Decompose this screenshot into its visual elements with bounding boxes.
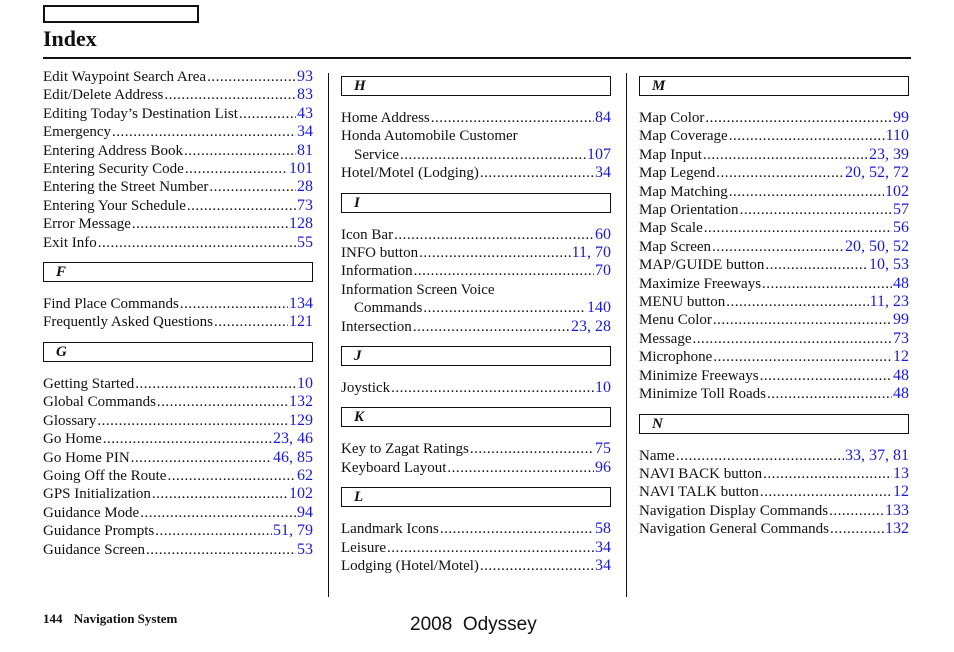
dot-leader xyxy=(480,164,594,182)
page-link[interactable]: 75 xyxy=(595,440,611,458)
entry-term: Emergency xyxy=(43,124,112,141)
index-entry xyxy=(43,160,313,178)
page-link[interactable]: 134 xyxy=(289,295,313,313)
entry-term: Entering the Street Number xyxy=(43,179,209,196)
entry-term: Exit Info xyxy=(43,234,97,251)
index-entry xyxy=(341,379,611,397)
index-entry xyxy=(341,127,611,145)
index-entry xyxy=(341,146,611,164)
index-entry xyxy=(43,375,313,393)
entry-term: Find Place Commands xyxy=(43,296,179,313)
index-entry xyxy=(639,311,909,329)
page-link[interactable]: 34 xyxy=(297,123,313,141)
dot-leader xyxy=(184,142,296,160)
index-section xyxy=(341,407,611,477)
index-entry xyxy=(639,256,909,274)
dot-leader xyxy=(209,178,296,196)
index-entry xyxy=(639,201,909,219)
entry-term: Minimize Freeways xyxy=(639,367,759,384)
dot-leader xyxy=(716,164,844,182)
page-link[interactable]: 10 xyxy=(595,379,611,397)
index-entry xyxy=(639,127,909,145)
page-link[interactable]: 73 xyxy=(297,196,313,214)
dot-leader xyxy=(760,367,892,385)
entry-term: Minimize Toll Roads xyxy=(639,386,767,403)
entry-term: Editing Today’s Destination List xyxy=(43,105,238,122)
section-letter-header: K xyxy=(341,407,611,427)
index-entry xyxy=(639,502,909,520)
page-link[interactable]: 43 xyxy=(297,104,313,122)
dot-leader xyxy=(480,557,594,575)
entry-term: Landmark Icons xyxy=(341,521,439,538)
entry-term: MENU button xyxy=(639,294,726,311)
index-entry xyxy=(341,318,611,336)
index-entry xyxy=(43,504,313,522)
entry-term: Joystick xyxy=(341,380,391,397)
index-entry xyxy=(639,520,909,538)
entry-term: Guidance Mode xyxy=(43,504,140,521)
page-link[interactable]: 10 xyxy=(297,374,313,392)
page-link[interactable]: 99 xyxy=(893,109,909,126)
section-letter-header: H xyxy=(341,76,611,96)
dot-leader xyxy=(146,541,296,559)
page-link[interactable]: 121 xyxy=(289,313,313,331)
page-link[interactable]: 81 xyxy=(297,141,313,159)
entry-term: Information Screen Voice xyxy=(341,281,495,298)
entry-term: Map Orientation xyxy=(639,202,739,219)
entry-term: GPS Initialization xyxy=(43,486,151,503)
index-entry xyxy=(43,215,313,233)
page-link[interactable]: 93 xyxy=(297,68,313,85)
dot-leader xyxy=(400,146,586,164)
index-entry xyxy=(43,393,313,411)
section-letter-header: F xyxy=(43,262,313,282)
entry-term: Entering Address Book xyxy=(43,142,183,159)
index-section xyxy=(341,487,611,575)
footer-section-name: Navigation System xyxy=(73,611,178,626)
index-entry xyxy=(639,483,909,501)
entry-term: NAVI BACK button xyxy=(639,465,763,482)
section-letter-header: N xyxy=(639,414,909,434)
page-link[interactable]: 12 xyxy=(893,483,909,501)
dot-leader xyxy=(713,348,892,366)
index-entry xyxy=(341,557,611,575)
page-link[interactable]: 56 xyxy=(893,219,909,237)
index-entry xyxy=(43,178,313,196)
index-entry xyxy=(639,385,909,403)
index-entry xyxy=(43,541,313,559)
section-letter-header: I xyxy=(341,193,611,213)
dot-leader xyxy=(704,219,892,237)
page-link[interactable]: 53 xyxy=(297,540,313,558)
index-entry xyxy=(43,467,313,485)
page-link[interactable]: 11, 23 xyxy=(869,293,909,311)
section-letter-header: J xyxy=(341,346,611,366)
page-link[interactable]: 23, 46 xyxy=(273,430,313,448)
page-link[interactable]: 83 xyxy=(297,86,313,104)
index-section xyxy=(639,414,909,539)
page-link[interactable]: 48 xyxy=(893,385,909,403)
dot-leader xyxy=(239,105,296,123)
entry-term: Going Off the Route xyxy=(43,467,167,484)
entry-term: Edit Waypoint Search Area xyxy=(43,69,207,85)
page-link[interactable]: 128 xyxy=(289,215,313,233)
entry-term: Menu Color xyxy=(639,312,712,329)
dot-leader xyxy=(740,201,892,219)
page-link[interactable]: 51, 79 xyxy=(273,522,313,540)
dot-leader xyxy=(413,318,570,336)
section-letter-header: G xyxy=(43,342,313,362)
dot-leader xyxy=(470,440,594,458)
page-link[interactable]: 46, 85 xyxy=(273,448,313,466)
entry-term: Home Address xyxy=(341,110,430,126)
dot-leader xyxy=(112,123,296,141)
dot-leader xyxy=(391,379,594,397)
index-entry xyxy=(639,447,909,465)
dot-leader xyxy=(387,539,594,557)
entry-term: Map Legend xyxy=(639,165,716,182)
dot-leader xyxy=(132,215,288,233)
entry-term: Hotel/Motel (Lodging) xyxy=(341,165,479,182)
entry-term: Getting Started xyxy=(43,375,135,392)
entry-term: Key to Zagat Ratings xyxy=(341,441,469,458)
page-link[interactable]: 11, 70 xyxy=(571,244,611,262)
entry-term: MAP/GUIDE button xyxy=(639,257,765,274)
entry-term: Navigation General Commands xyxy=(639,521,829,538)
dot-leader xyxy=(180,295,288,313)
dot-leader xyxy=(152,485,288,503)
dot-leader xyxy=(763,465,892,483)
entry-term: Go Home PIN xyxy=(43,449,130,466)
index-entry xyxy=(341,440,611,458)
entry-term: Information xyxy=(341,263,413,280)
page-link[interactable]: 110 xyxy=(885,127,909,145)
page-link[interactable]: 94 xyxy=(297,503,313,521)
page-link[interactable]: 60 xyxy=(595,225,611,243)
page-link[interactable]: 102 xyxy=(885,182,909,200)
entry-term: NAVI TALK button xyxy=(639,484,759,501)
page-link[interactable]: 23, 28 xyxy=(571,317,611,335)
dot-leader xyxy=(135,375,296,393)
index-entry xyxy=(341,244,611,262)
index-entry xyxy=(43,295,313,313)
entry-term: Edit/Delete Address xyxy=(43,87,164,104)
dot-leader xyxy=(394,226,594,244)
dot-leader xyxy=(713,311,892,329)
entry-term: Maximize Freeways xyxy=(639,275,762,292)
index-column-2 xyxy=(341,66,611,576)
index-entry xyxy=(43,197,313,215)
entry-term: Lodging (Hotel/Motel) xyxy=(341,558,479,575)
index-entry xyxy=(639,348,909,366)
dot-leader xyxy=(419,244,571,262)
page-link[interactable]: 84 xyxy=(595,109,611,126)
dot-leader xyxy=(155,522,272,540)
page-link[interactable]: 48 xyxy=(893,274,909,292)
page-link[interactable]: 57 xyxy=(893,201,909,219)
index-entry xyxy=(43,68,313,86)
dot-leader xyxy=(185,160,288,178)
page-link[interactable]: 107 xyxy=(587,145,611,163)
index-entry xyxy=(639,293,909,311)
index-entry xyxy=(639,164,909,182)
index-entry xyxy=(639,330,909,348)
dot-leader xyxy=(712,238,844,256)
dot-leader xyxy=(207,68,296,86)
page-link[interactable]: 20, 52, 72 xyxy=(845,164,909,182)
page-link[interactable]: 23, 39 xyxy=(869,145,909,163)
index-entry xyxy=(43,522,313,540)
dot-leader xyxy=(765,256,868,274)
page-link[interactable]: 102 xyxy=(289,485,313,503)
dot-leader xyxy=(705,109,892,127)
entry-term: Map Coverage xyxy=(639,128,728,145)
dot-leader xyxy=(726,293,868,311)
entry-term: Go Home xyxy=(43,431,102,448)
index-entry xyxy=(639,275,909,293)
entry-term: Map Matching xyxy=(639,183,728,200)
index-column-1 xyxy=(43,66,313,559)
page-link[interactable]: 34 xyxy=(595,538,611,556)
dot-leader xyxy=(729,183,884,201)
entry-term: Guidance Screen xyxy=(43,541,146,558)
page-link[interactable]: 133 xyxy=(885,501,909,519)
page-number: 144 xyxy=(43,611,63,626)
footer-page-info xyxy=(43,611,177,627)
section-letter-header: L xyxy=(341,487,611,507)
page-link[interactable]: 62 xyxy=(297,466,313,484)
page-link[interactable]: 13 xyxy=(893,464,909,482)
page-link[interactable]: 132 xyxy=(885,520,909,538)
entry-term: Intersection xyxy=(341,318,412,335)
dot-leader xyxy=(131,449,272,467)
index-entry xyxy=(43,449,313,467)
column-divider xyxy=(626,73,627,597)
entry-term: Icon Bar xyxy=(341,226,394,243)
entry-term: Map Scale xyxy=(639,220,703,237)
index-entry xyxy=(341,262,611,280)
entry-term: Honda Automobile Customer xyxy=(341,128,518,145)
entry-term: Name xyxy=(639,447,675,464)
index-section xyxy=(639,76,909,404)
page-link[interactable]: 140 xyxy=(587,299,611,317)
index-entry xyxy=(639,146,909,164)
entry-term: Guidance Prompts xyxy=(43,523,155,540)
page-link[interactable]: 58 xyxy=(595,520,611,538)
entry-term: Leisure xyxy=(341,539,386,556)
header-tab-box xyxy=(43,5,199,23)
page-link[interactable]: 55 xyxy=(297,233,313,251)
index-entry xyxy=(341,281,611,299)
index-entry xyxy=(639,367,909,385)
dot-leader xyxy=(157,393,288,411)
entry-term: Microphone xyxy=(639,349,713,366)
page-link[interactable]: 33, 37, 81 xyxy=(845,446,909,464)
entry-term: Error Message xyxy=(43,216,131,233)
index-section xyxy=(341,193,611,336)
index-entry xyxy=(43,142,313,160)
index-entry xyxy=(43,430,313,448)
entry-term: Glossary xyxy=(43,412,97,429)
entry-term: Frequently Asked Questions xyxy=(43,314,213,331)
column-divider xyxy=(328,73,329,597)
dot-leader xyxy=(164,86,296,104)
index-entry xyxy=(639,465,909,483)
dot-leader xyxy=(693,330,893,348)
index-entry xyxy=(341,299,611,317)
entry-term: INFO button xyxy=(341,245,419,262)
page-link[interactable]: 96 xyxy=(595,458,611,476)
index-entry xyxy=(341,226,611,244)
index-entry xyxy=(43,313,313,331)
index-section xyxy=(43,342,313,559)
index-entry xyxy=(43,86,313,104)
index-entry xyxy=(43,485,313,503)
dot-leader xyxy=(760,483,892,501)
dot-leader xyxy=(214,313,288,331)
index-entry xyxy=(639,238,909,256)
dot-leader xyxy=(140,504,296,522)
dot-leader xyxy=(440,520,594,538)
index-entry xyxy=(341,459,611,477)
dot-leader xyxy=(676,447,844,465)
dot-leader xyxy=(703,146,868,164)
entry-term: Entering Security Code xyxy=(43,161,184,178)
index-entry xyxy=(639,109,909,127)
dot-leader xyxy=(762,275,892,293)
dot-leader xyxy=(729,127,885,145)
index-entry xyxy=(639,183,909,201)
page-link[interactable]: 20, 50, 52 xyxy=(845,237,909,255)
index-entry xyxy=(43,412,313,430)
entry-term: Entering Your Schedule xyxy=(43,197,186,214)
page-title: Index xyxy=(43,26,97,51)
entry-term: Map Color xyxy=(639,110,705,126)
index-entry xyxy=(43,234,313,252)
dot-leader xyxy=(830,520,884,538)
dot-leader xyxy=(767,385,892,403)
entry-term: Message xyxy=(639,330,692,347)
dot-leader xyxy=(447,459,594,477)
page-link[interactable]: 99 xyxy=(893,311,909,329)
dot-leader xyxy=(103,430,272,448)
index-section xyxy=(341,76,611,183)
index-entry xyxy=(341,109,611,127)
page-link[interactable]: 70 xyxy=(595,262,611,280)
page-link[interactable]: 129 xyxy=(289,411,313,429)
entry-term: Global Commands xyxy=(43,394,156,411)
entry-term: Map Input xyxy=(639,146,702,163)
page-link[interactable]: 12 xyxy=(893,348,909,366)
entry-term: Map Screen xyxy=(639,238,712,255)
page-link[interactable]: 73 xyxy=(893,329,909,347)
index-section xyxy=(43,66,313,252)
dot-leader xyxy=(187,197,296,215)
page-link[interactable]: 34 xyxy=(595,164,611,182)
index-entry xyxy=(341,539,611,557)
index-section xyxy=(341,346,611,397)
page-link[interactable]: 48 xyxy=(893,366,909,384)
index-column-3 xyxy=(639,66,909,539)
dot-leader xyxy=(414,262,594,280)
dot-leader xyxy=(98,234,296,252)
dot-leader xyxy=(423,299,586,317)
dot-leader xyxy=(431,109,594,127)
index-entry xyxy=(43,123,313,141)
page-link[interactable]: 10, 53 xyxy=(869,256,909,274)
entry-term: Navigation Display Commands xyxy=(639,502,829,519)
page-link[interactable]: 28 xyxy=(297,178,313,196)
section-letter-header: M xyxy=(639,76,909,96)
page-link[interactable]: 132 xyxy=(289,393,313,411)
page-link[interactable]: 34 xyxy=(595,557,611,575)
dot-leader xyxy=(829,502,884,520)
index-entry xyxy=(43,105,313,123)
entry-term: Service xyxy=(354,146,399,163)
index-entry xyxy=(341,164,611,182)
dot-leader xyxy=(97,412,288,430)
index-section xyxy=(43,262,313,332)
index-entry xyxy=(341,520,611,538)
index-entry xyxy=(639,219,909,237)
title-rule xyxy=(43,57,911,59)
entry-term: Keyboard Layout xyxy=(341,459,447,476)
dot-leader xyxy=(167,467,296,485)
footer-model-name: 2008 Odyssey xyxy=(410,614,537,635)
page-link[interactable]: 101 xyxy=(289,160,313,178)
entry-term: Commands xyxy=(354,300,423,317)
